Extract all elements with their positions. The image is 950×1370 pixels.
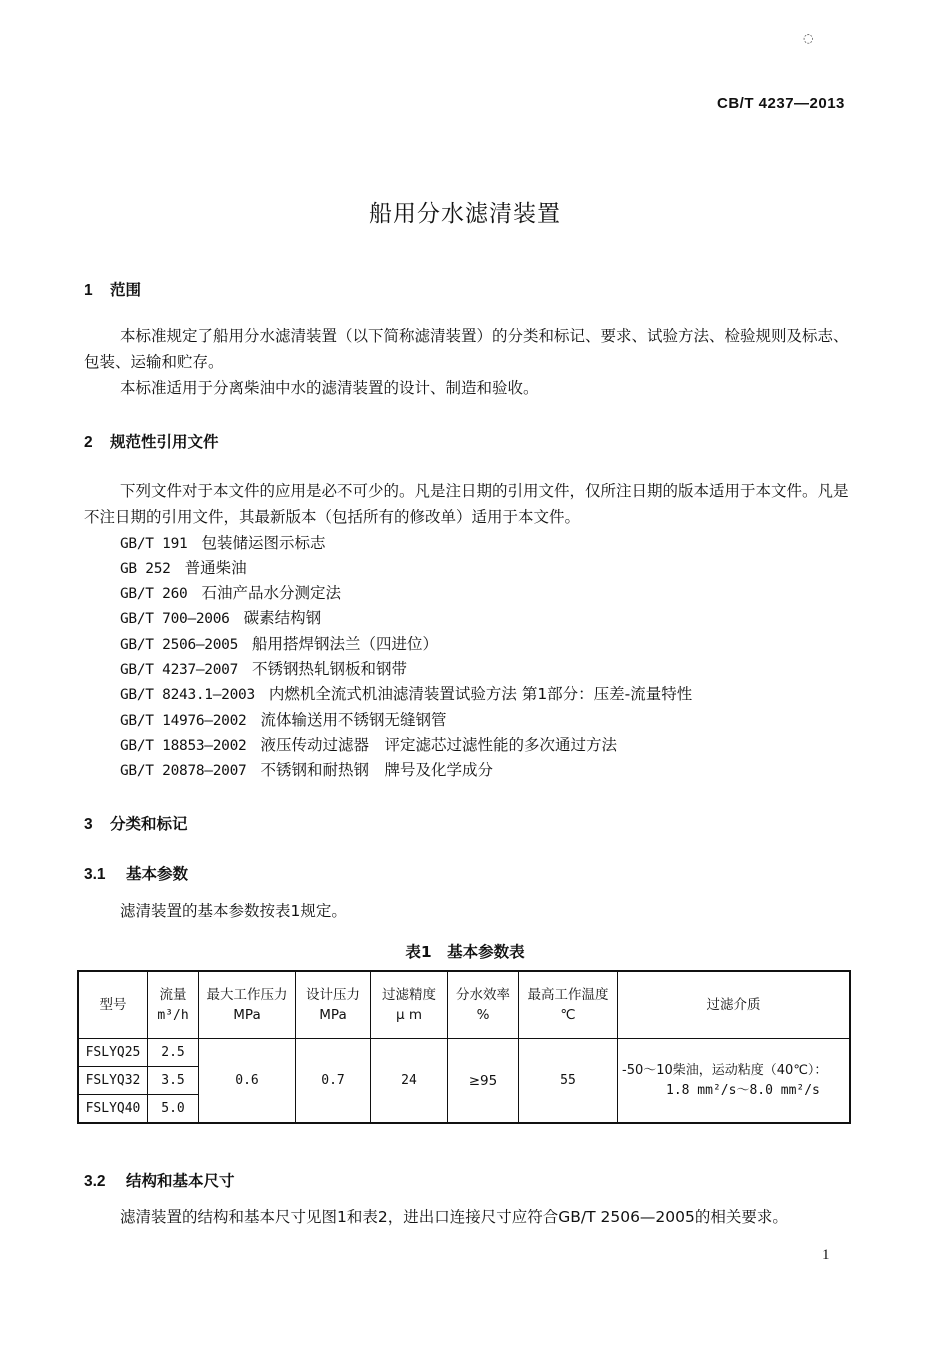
reference-code: GB/T 20878—2007 [120, 763, 247, 779]
section-1-paragraph-1: 本标准规定了船用分水滤清装置（以下简称滤清装置）的分类和标记、要求、试验方法、检验规则及标志、包装、运输和贮存。 [84, 327, 849, 371]
reference-item [120, 556, 247, 578]
reference-title: 包装储运图示标志 [201, 534, 326, 552]
header-cell: 分水效率 % [448, 971, 519, 1039]
section-3-1-paragraph: 滤清装置的基本参数按表1规定。 [120, 902, 347, 920]
model-cell: FSLYQ25 [78, 1039, 148, 1067]
reference-code: GB/T 8243.1—2003 [120, 687, 255, 703]
reference-code: GB 252 [120, 561, 171, 577]
section-title: 范围 [110, 281, 142, 299]
reference-item [120, 531, 325, 553]
reference-title: 船用搭焊钢法兰（四进位） [252, 635, 439, 653]
flow-cell: 2.5 [148, 1039, 199, 1067]
reference-item [120, 606, 321, 628]
reference-title: 内燃机全流式机油滤清装置试验方法 第1部分：压差-流量特性 [268, 685, 693, 703]
reference-title: 液压传动过滤器 评定滤芯过滤性能的多次通过方法 [260, 736, 617, 754]
header-cell: 流量 m³/h [148, 971, 199, 1039]
section-3-1-heading [84, 862, 188, 884]
reference-code: GB/T 18853—2002 [120, 738, 247, 754]
scan-mark: ◌ [803, 31, 814, 45]
reference-item [120, 758, 493, 780]
design-pressure-cell: 0.7 [296, 1039, 371, 1124]
reference-item [120, 733, 617, 755]
section-number: 2 [84, 434, 93, 451]
section-2-heading [84, 430, 219, 452]
reference-code: GB/T 4237—2007 [120, 662, 239, 678]
section-1-heading [84, 278, 141, 300]
table-caption: 表1 基本参数表 [405, 943, 525, 961]
standard-code: CB/T 4237—2013 [717, 95, 845, 112]
section-number: 3.2 [84, 1173, 106, 1190]
reference-title: 不锈钢和耐热钢 牌号及化学成分 [260, 761, 493, 779]
model-cell: FSLYQ40 [78, 1095, 148, 1124]
reference-item [120, 708, 446, 730]
section-3-2-heading [84, 1169, 235, 1191]
header-cell: 设计压力 MPa [296, 971, 371, 1039]
header-cell: 最大工作压力 MPa [199, 971, 296, 1039]
flow-cell: 3.5 [148, 1067, 199, 1095]
table-row [78, 1039, 850, 1067]
section-1-paragraph-2: 本标准适用于分离柴油中水的滤清装置的设计、制造和验收。 [120, 379, 539, 397]
max-temp-cell: 55 [519, 1039, 618, 1124]
section-3-2-paragraph: 滤清装置的结构和基本尺寸见图1和表2，进出口连接尺寸应符合GB/T 2506—2005的相关要求。 [120, 1208, 788, 1226]
section-title: 结构和基本尺寸 [126, 1172, 235, 1190]
reference-code: GB/T 260 [120, 586, 188, 602]
reference-title: 普通柴油 [184, 559, 247, 577]
header-cell: 过滤介质 [618, 971, 851, 1039]
reference-code: GB/T 2506—2005 [120, 637, 239, 653]
section-number: 3 [84, 816, 93, 833]
section-3-heading [84, 812, 188, 834]
reference-item [120, 632, 438, 654]
medium-line-2: 1.8 mm²/s～8.0 mm²/s [666, 1082, 820, 1098]
efficiency-cell: ≥95 [448, 1039, 519, 1124]
medium-line-1: -50～10柴油，运动粘度（40℃）： [622, 1062, 828, 1078]
reference-title: 流体输送用不锈钢无缝钢管 [260, 711, 447, 729]
reference-title: 石油产品水分测定法 [201, 584, 341, 602]
header-cell: 过滤精度 μ m [371, 971, 448, 1039]
header-cell: 型号 [78, 971, 148, 1039]
section-title: 基本参数 [126, 865, 189, 883]
max-pressure-cell: 0.6 [199, 1039, 296, 1124]
header-cell: 最高工作温度 ℃ [519, 971, 618, 1039]
reference-code: GB/T 191 [120, 536, 188, 552]
precision-cell: 24 [371, 1039, 448, 1124]
page-number: 1 [822, 1247, 830, 1263]
filter-medium-cell [618, 1039, 851, 1124]
reference-code: GB/T 14976—2002 [120, 713, 247, 729]
section-2-paragraph-1: 下列文件对于本文件的应用是必不可少的。凡是注日期的引用文件，仅所注日期的版本适用于本文件。凡是不注日期的引用文件，其最新版本（包括所有的修改单）适用于本文件。 [84, 482, 849, 526]
section-title: 分类和标记 [110, 815, 188, 833]
flow-cell: 5.0 [148, 1095, 199, 1124]
reference-item [120, 657, 407, 679]
basic-parameters-table [77, 970, 851, 1124]
reference-title: 碳素结构钢 [243, 609, 322, 627]
section-number: 1 [84, 282, 93, 299]
section-title: 规范性引用文件 [110, 433, 219, 451]
reference-item [120, 581, 341, 603]
section-number: 3.1 [84, 866, 106, 883]
reference-code: GB/T 700—2006 [120, 611, 230, 627]
document-title: 船用分水滤清装置 [369, 201, 561, 227]
table-header-row [78, 971, 850, 1039]
reference-title: 不锈钢热轧钢板和钢带 [252, 660, 408, 678]
model-cell: FSLYQ32 [78, 1067, 148, 1095]
reference-item [120, 682, 692, 704]
